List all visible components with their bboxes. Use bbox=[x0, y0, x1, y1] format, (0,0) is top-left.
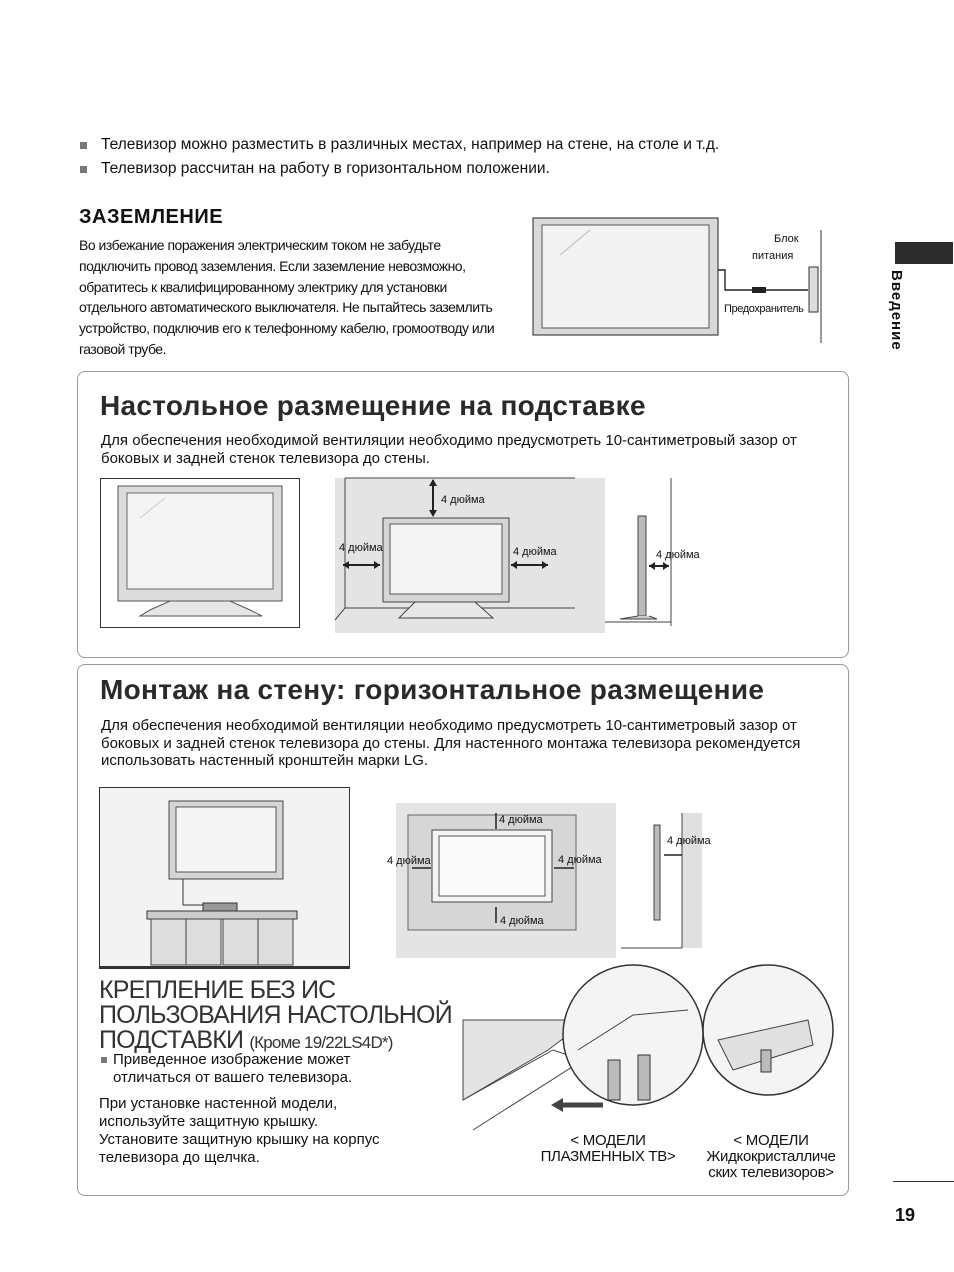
desktop-placement-panel bbox=[77, 371, 849, 658]
wall-dim-left-label: 4 дюйма bbox=[387, 855, 431, 867]
desktop-title: Настольное размещение на подставке bbox=[100, 390, 646, 421]
instr-line4: телевизора до щелчка. bbox=[99, 1149, 260, 1166]
section-tab-label bbox=[888, 270, 918, 380]
footer-rule bbox=[893, 1181, 954, 1182]
no-stand-title-note: (Кроме 19/22LS4D*) bbox=[249, 1033, 393, 1052]
wall-text: Для обеспечения необходимой вентиляции необходимо предусмотреть 10-сантиметровый зазор от боковых и задней стенок телевизора до стены. Для настенного монтажа телевизора рекомендуется использовать настенный кронштейн марки LG. bbox=[101, 717, 801, 769]
instr-line3: Установите защитную крышку на корпус bbox=[99, 1131, 380, 1148]
note-line2: отличаться от вашего телевизора. bbox=[113, 1069, 353, 1086]
fuse-label: Предохранитель bbox=[724, 303, 804, 315]
dim-right-label: 4 дюйма bbox=[513, 546, 557, 558]
no-stand-title-line3: ПОДСТАВКИ bbox=[99, 1026, 244, 1054]
section-tab-marker bbox=[895, 242, 953, 264]
plasma-caption-line2: ПЛАЗМЕННЫХ ТВ> bbox=[540, 1148, 676, 1165]
desktop-text: Для обеспечения необходимой вентиляции необходимо предусмотреть 10-сантиметровый зазор от боковых и задней стенок телевизора до стены. bbox=[101, 432, 797, 467]
no-stand-title-line1: КРЕПЛЕНИЕ БЕЗ ИС bbox=[99, 976, 336, 1004]
tv-on-stand-figure bbox=[100, 478, 302, 630]
dim-side-label: 4 дюйма bbox=[656, 549, 700, 561]
cover-instructions bbox=[99, 1095, 439, 1167]
bullet-text: Телевизор рассчитан на работу в горизонтальном положении. bbox=[101, 160, 550, 177]
dim-left-label: 4 дюйма bbox=[339, 542, 383, 554]
note-marker bbox=[101, 1057, 107, 1063]
section-tab-text: Введение bbox=[888, 270, 905, 351]
wall-title: Монтаж на стену: горизонтальное размещение bbox=[100, 674, 765, 705]
bullet-marker bbox=[80, 142, 87, 149]
dim-top-label: 4 дюйма bbox=[441, 494, 485, 506]
lcd-caption-line3: ских телевизоров> bbox=[708, 1164, 834, 1181]
plasma-caption-line1: < МОДЕЛИ bbox=[570, 1132, 646, 1149]
grounding-title: ЗАЗЕМЛЕНИЕ bbox=[79, 206, 224, 228]
wall-mounted-tv-figure bbox=[99, 787, 351, 971]
wall-dim-bottom-label: 4 дюйма bbox=[500, 915, 544, 927]
no-stand-title bbox=[99, 978, 469, 1055]
lcd-caption-line2: Жидкокристалличе bbox=[706, 1148, 836, 1165]
wall-dim-top-label: 4 дюйма bbox=[499, 814, 543, 826]
grounding-diagram bbox=[530, 215, 830, 345]
no-stand-title-line2: ПОЛЬЗОВАНИЯ НАСТОЛЬНОЙ bbox=[99, 1001, 452, 1029]
wall-dim-right-label: 4 дюйма bbox=[558, 854, 602, 866]
instr-line2: используйте защитную крышку. bbox=[99, 1113, 319, 1130]
wall-clearance-figure bbox=[387, 803, 711, 958]
bullet-item bbox=[80, 136, 719, 154]
page-number: 19 bbox=[895, 1205, 916, 1225]
power-label-line1: Блок bbox=[774, 233, 799, 245]
plasma-caption bbox=[533, 1133, 683, 1165]
desktop-clearance-figure bbox=[335, 478, 700, 633]
bullet-marker bbox=[80, 166, 87, 173]
wall-mount-panel bbox=[77, 664, 849, 1196]
lcd-caption-line1: < МОДЕЛИ bbox=[733, 1132, 809, 1149]
wall-dim-side-label: 4 дюйма bbox=[667, 835, 711, 847]
grounding-text: Во избежание поражения электрическим током не забудьте подключить провод заземления. Если заземление невозможно, обратитесь к квалифицированному электрику для установки отдельного автоматического выключателя. Не пытайтесь заземлить устройство, подключив его к телефонному кабелю, громоотводу или газовой трубе. bbox=[79, 237, 495, 357]
bullet-item bbox=[80, 160, 550, 178]
instr-line1: При установке настенной модели, bbox=[99, 1095, 338, 1112]
image-note bbox=[101, 1051, 352, 1087]
lcd-caption bbox=[696, 1133, 846, 1181]
note-line1: Приведенное изображение может bbox=[113, 1051, 351, 1068]
bullet-text: Телевизор можно разместить в различных местах, например на стене, на столе и т.д. bbox=[101, 136, 720, 153]
power-label-line2: питания bbox=[752, 250, 794, 262]
